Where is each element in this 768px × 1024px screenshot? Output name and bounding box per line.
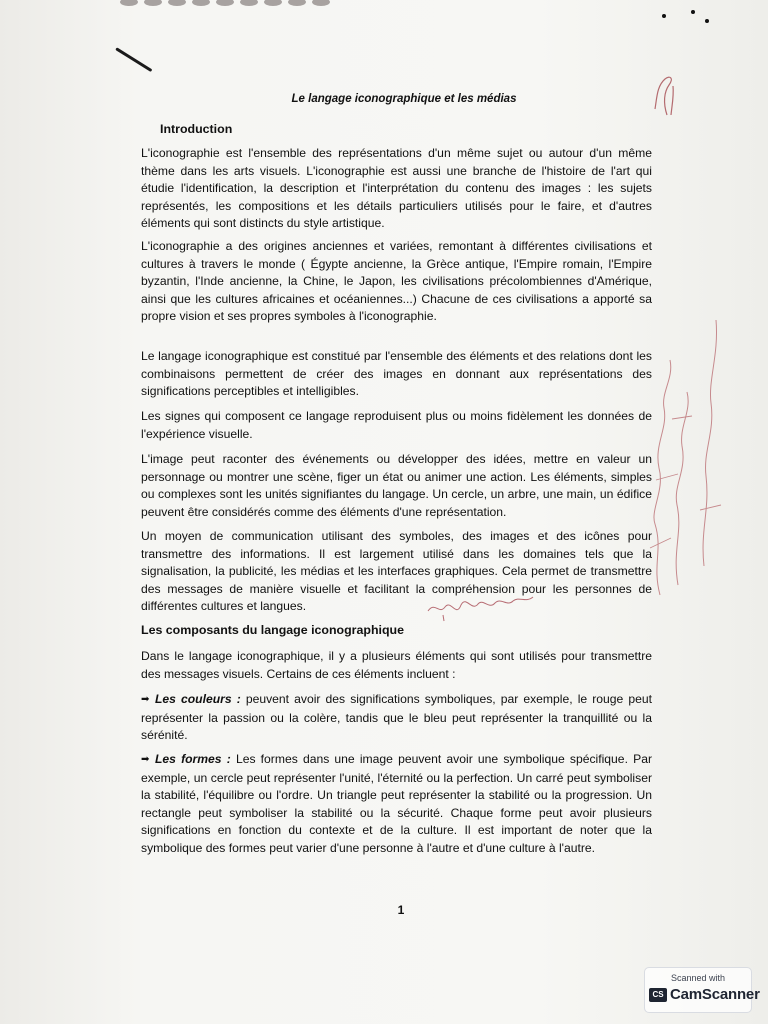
paragraph-definition: L'iconographie est l'ensemble des représentations d'un même sujet ou autour d'un même thème dans les arts visuels. L'iconographie est aussi une branche de l'histoire de l'art qui étudie l'identification, la description et l'interprétation du contenu des images : les sujets représentés, les compositions et les détails particuliers utilisés pour le faire, et d'autres éléments qui sont distincts du style artistique. <box>141 146 652 231</box>
scanned-with-label: Scanned with <box>670 973 726 983</box>
paragraph-image-functions: L'image peut raconter des événements ou développer des idées, mettre en valeur un personnage ou montrer une scène, figer un état ou animer une action. Les éléments, simples ou complexes sont les unités signifiantes du langage. Un cercle, un arbre, une main, un édifice peuvent être considérés comme des éléments d'une représentation. <box>141 452 652 519</box>
bullet-text: peuvent avoir des significations symboliques, par exemple, le rouge peut représenter la passion ou la colère, tandis que le bleu peut représenter la tranquillité ou la sérénité. <box>141 692 653 743</box>
arrow-right-icon: ➡ <box>141 694 150 705</box>
document-title: Le langage iconographique et les médias <box>291 93 517 105</box>
paragraph-origins: L'iconographie a des origines anciennes et variées, remontant à différentes civilisations et cultures à travers le monde ( Égypte ancienne, la Grèce antique, l'Empire romain, l'Empire byzantin, l'Inde ancienne, la Chine, le Japon, les civilisations précolombiennes d'Amérique, ainsi que les cultures africaines et océaniennes...) Chacune de ces civilisations a apporté sa propre vision et ses propres symboles à l'iconographie. <box>141 239 652 324</box>
paragraph-language-definition: Le langage iconographique est constitué par l'ensemble des éléments et des relations dont les combinaisons permettent de créer des images en donnant aux représentations des significations perceptibles et intelligibles. <box>141 349 652 399</box>
bullet-label: Les formes : <box>155 752 231 766</box>
bullet-colors <box>141 691 652 745</box>
ink-dot <box>705 19 709 23</box>
ink-dot <box>662 14 666 18</box>
camscanner-logo: CS <box>649 988 667 1002</box>
camscanner-watermark <box>644 967 760 1013</box>
bullet-label: Les couleurs : <box>155 692 241 706</box>
ink-dot <box>691 10 695 14</box>
top-scan-artifact <box>120 0 330 8</box>
paragraph-signs: Les signes qui composent ce langage reproduisent plus ou moins fidèlement les données de l'expérience visuelle. <box>141 409 652 441</box>
camscanner-brand: CamScanner <box>670 986 760 1003</box>
section-heading-components: Les composants du langage iconographique <box>141 623 404 637</box>
handwritten-margin-mark <box>649 72 685 120</box>
paragraph-components-intro: Dans le langage iconographique, il y a plusieurs éléments qui sont utilisés pour transmettre des messages visuels. Certains de ces éléments incluent : <box>141 649 652 681</box>
arrow-right-icon: ➡ <box>141 754 150 765</box>
paragraph-communication: Un moyen de communication utilisant des symboles, des images et des icônes pour transmettre des informations. Il est largement utilisé dans les domaines tels que la signalisation, la publicité, les médias et les interfaces graphiques. Cela permet de transmettre des messages de manière visuelle et facilitant la compréhension pour les personnes de différentes cultures et langues. <box>141 529 652 614</box>
bullet-shapes <box>141 751 652 858</box>
page-number: 1 <box>397 903 405 917</box>
pen-stroke-mark <box>115 47 152 72</box>
section-heading-introduction: Introduction <box>160 122 233 136</box>
bullet-text: Les formes dans une image peuvent avoir une symbolique spécifique. Par exemple, un cercle peut représenter l'unité, l'éternité ou la perfection. Un carré peut symboliser la stabilité, l'équilibre ou l'ordre. Un triangle peut représenter la stabilité ou la progression. Un rectangle peut symboliser la stabilité ou la sécurité. Chaque forme peut avoir plusieurs significations en fonction du contexte et de la culture. Il est important de noter que la symbolique des formes peut varier d'une personne à l'autre et d'une culture à l'autre. <box>141 752 652 855</box>
